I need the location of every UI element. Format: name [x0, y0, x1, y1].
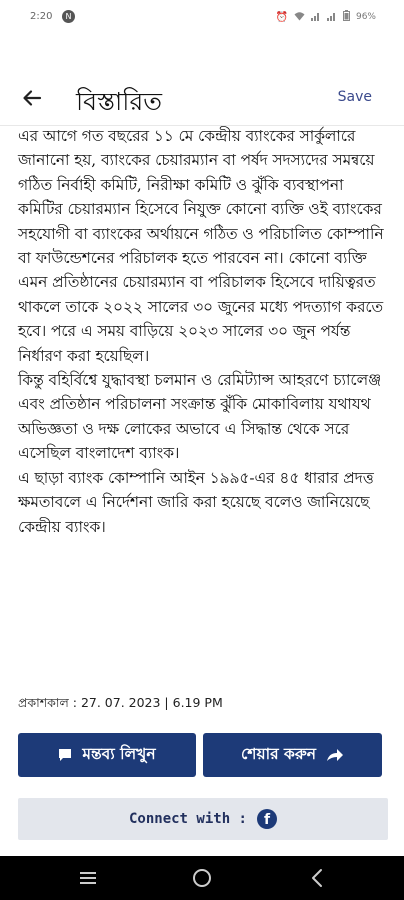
app-header [0, 70, 404, 126]
status-bar [0, 0, 404, 34]
published-date: প্রকাশকাল : 27. 07. 2023 | 6.19 PM [18, 695, 223, 710]
share-button[interactable] [203, 733, 382, 777]
alarm-icon: ⏰ [275, 11, 288, 23]
share-label: শেয়ার করুন [241, 744, 316, 763]
article-body [18, 124, 386, 539]
signal-icon [311, 11, 321, 24]
connect-with-bar [18, 798, 388, 840]
article-paragraph: কিন্তু বহির্বিশ্বে যুদ্ধাবস্থা চলমান ও রেমিট্যান্স আহরণে চ্যালেঞ্জ এবং প্রতিষ্ঠান পরিচালনা সংক্রান্ত ঝুঁকি মোকাবিলায় যথাযথ অভিজ্ঞতা ও দক্ষ লোকের অভাবে এ সিদ্ধান্ত থেকে সরে এসেছিল বাংলাদেশ ব্যাংক। [18, 371, 382, 463]
recent-apps-icon[interactable] [76, 866, 100, 890]
back-button[interactable] [18, 84, 46, 112]
home-icon[interactable] [190, 866, 214, 890]
wifi-icon [294, 11, 305, 24]
battery-icon [343, 10, 350, 24]
article-paragraph: এর আগে গত বছরের ১১ মে কেন্দ্রীয় ব্যাংকের সার্কুলারে জানানো হয়, ব্যাংকের চেয়ারম্যান বা পর্ষদ সদস্যদের সমন্বয়ে গঠিত নির্বাহী কমিটি, নিরীক্ষা কমিটি ও ঝুঁকি ব্যবস্থাপনা কমিটির চেয়ারম্যান হিসেবে নিযুক্ত কোনো ব্যক্তি ওই ব্যাংকের সহযোগী বা ব্যাংকের অর্থায়নে গঠিত ও পরিচালিত কোম্পানি বা ফাউন্ডেশনের পরিচালক হতে পারবেন না। কোনো ব্যক্তি এমন প্রতিষ্ঠানের চেয়ারম্যান বা পরিচালক হিসেবে দায়িত্বরত থাকলে তাকে ২০২২ সালের ৩০ জুনের মধ্যে পদত্যাগ করতে হবে। পরে এ সময় বাড়িয়ে ২০২৩ সালের ৩০ জুন পর্যন্ত নির্ধারণ করা হয়েছিল। [18, 127, 384, 365]
status-icons [276, 10, 376, 24]
save-button[interactable]: Save [337, 89, 372, 105]
page-title: বিস্তারিত [76, 87, 162, 116]
status-time: 2:20 [30, 11, 53, 22]
write-comment-button[interactable] [18, 733, 196, 777]
share-arrow-icon [326, 748, 344, 762]
notification-badge-icon: N [62, 10, 75, 23]
system-back-icon[interactable] [306, 866, 330, 890]
article-actions [18, 733, 382, 777]
arrow-left-icon [18, 84, 46, 112]
facebook-icon[interactable]: f [257, 809, 277, 829]
article-paragraph: এ ছাড়া ব্যাংক কোম্পানি আইন ১৯৯৫-এর ৪৫ ধারার প্রদত্ত ক্ষমতাবলে এ নির্দেশনা জারি করা হয়েছে বলেও জানিয়েছে কেন্দ্রীয় ব্যাংক। [18, 468, 374, 536]
system-nav-bar [0, 856, 404, 900]
battery-percent: 96% [355, 12, 376, 22]
comment-icon [58, 748, 72, 762]
signal-icon-2 [327, 11, 337, 24]
connect-label: Connect with : [128, 811, 247, 827]
write-comment-label: মন্তব্য লিখুন [82, 744, 156, 763]
